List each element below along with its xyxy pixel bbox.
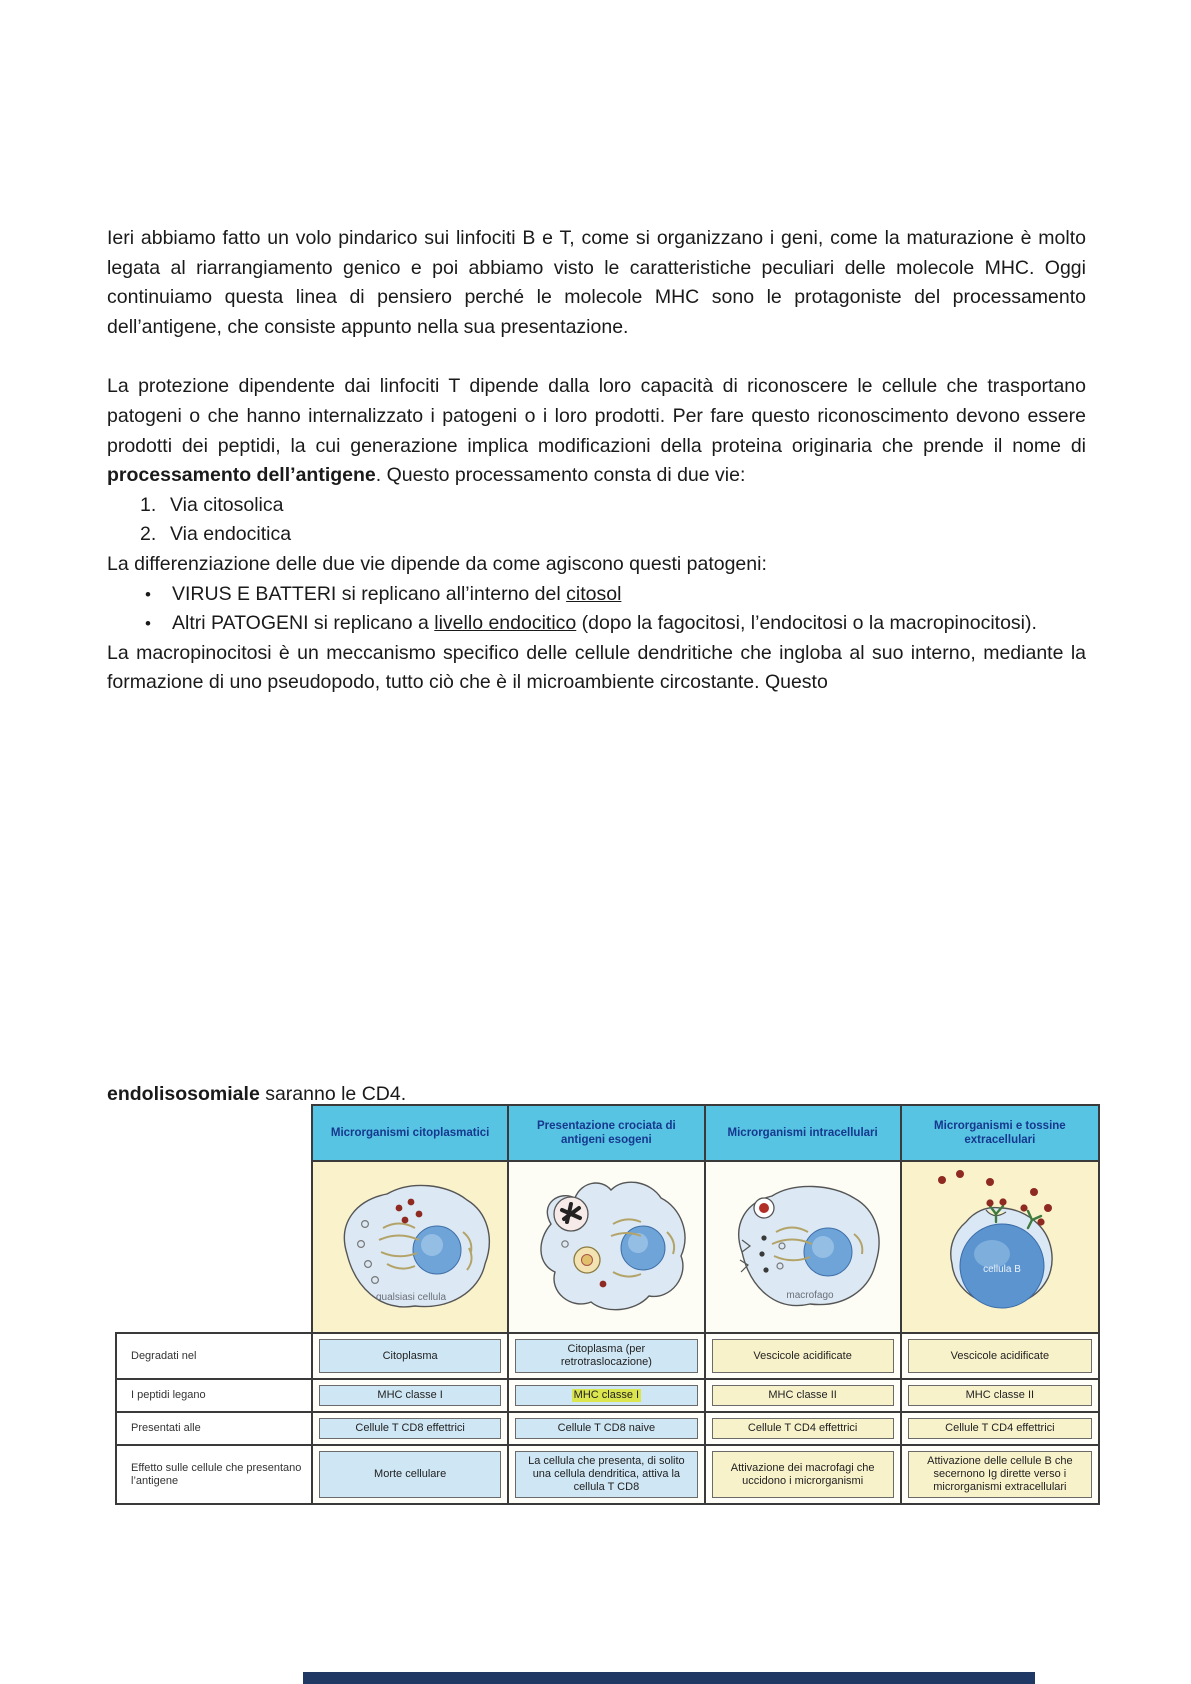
cell-degradati-extracellulari: Vescicole acidificate [908, 1339, 1092, 1373]
bullet-marker-1: • [145, 584, 151, 604]
lecture-text [107, 224, 1086, 698]
table-cell [902, 1413, 1098, 1446]
any-cell-drawing [313, 1162, 509, 1332]
cell-degradati-intracellulari: Vescicole acidificate [712, 1339, 894, 1373]
bullet-patogeni-pre: Altri PATOGENI si replicano a [172, 612, 435, 635]
figure-illustration-row [313, 1160, 1098, 1332]
table-cell [902, 1334, 1098, 1380]
table-cell [902, 1380, 1098, 1413]
bullet-patogeni-text [172, 609, 1086, 639]
table-cell [706, 1334, 902, 1380]
cell-attivazione-cellule-b: Attivazione delle cellule B che secernono Ig dirette verso i microrganismi extracellulari [908, 1451, 1092, 1498]
any-cell-label: qualsiasi cellula [375, 1292, 447, 1303]
cell-mhc-classe-2b: MHC classe II [908, 1385, 1092, 1406]
column-header-extracellulari: Microrganismi e tossine extracellulari [902, 1106, 1098, 1160]
paragraph-protection-post: . Questo processamento consta di due vie: [375, 464, 746, 487]
cell-degradati-citoplasmatici: Citoplasma [319, 1339, 501, 1373]
table-cell [706, 1380, 902, 1413]
cell-cd4-effettrici-b: Cellule T CD4 effettrici [908, 1418, 1092, 1439]
cell-cd4-effettrici: Cellule T CD4 effettrici [712, 1418, 894, 1439]
bullet-item-virus [107, 580, 1086, 610]
bullet-marker-2: • [145, 614, 151, 634]
table-cell [706, 1446, 902, 1503]
paragraph-protection [107, 372, 1086, 490]
paragraph-differenziazione: La differenziazione delle due vie dipende da come agiscono questi patogeni: [107, 552, 767, 575]
cell-attivazione-macrofagi: Attivazione dei macrofagi che uccidono i microrganismi [712, 1451, 894, 1498]
bold-endolisosomiale: endolisosomiale [107, 1082, 260, 1105]
b-cell-label: cellula B [982, 1264, 1021, 1275]
column-header-crociata: Presentazione crociata di antigeni esogeni [509, 1106, 705, 1160]
cell-morte-cellulare: Morte cellulare [319, 1451, 501, 1498]
dendritic-cell-drawing [509, 1162, 705, 1332]
antigen-presentation-figure [115, 1104, 1100, 1505]
cell-attiva-cd8: La cellula che presenta, di solito una cellula dendritica, attiva la cellula T CD8 [515, 1451, 697, 1498]
row-label-presentati: Presentati alle [117, 1413, 313, 1446]
table-cell [509, 1413, 705, 1446]
cell-illustration-any-cell [313, 1160, 509, 1332]
table-cell [706, 1413, 902, 1446]
bullet-patogeni-post: (dopo la fagocitosi, l’endocitosi o la macropinocitosi). [576, 612, 1037, 635]
table-cell [509, 1380, 705, 1413]
cell-cd8-naive: Cellule T CD8 naive [515, 1418, 697, 1439]
column-header-intracellulari: Microrganismi intracellulari [706, 1106, 902, 1160]
paragraph-protection-pre: La protezione dipendente dai linfociti T dipende dalla loro capacità di riconoscere le cellule che trasportano patogeni o che hanno internalizzato i patogeni o i loro prodotti. Per fare questo riconoscimento devono essere prodotti dei peptidi, la cui generazione implica modificazioni della proteina originaria che prende il nome di [107, 375, 1086, 457]
bullet-virus-text [172, 580, 1086, 610]
cell-illustration-dendritic [509, 1160, 705, 1332]
row-label-peptidi: I peptidi legano [117, 1380, 313, 1413]
paragraph-macropinocitosi: La macropinocitosi è un meccanismo specifico delle cellule dendritiche che ingloba al suo interno, mediante la formazione di uno pseudopodo, tutto ciò che è il microambiente circostante. Questo [107, 641, 1086, 694]
figure-data-table [115, 1332, 1100, 1505]
bold-processamento: processamento dell’antigene [107, 464, 376, 487]
cell-mhc-classe-2: MHC classe II [712, 1385, 894, 1406]
cell-mhc-classe-1-highlighted [515, 1385, 697, 1406]
table-cell [509, 1334, 705, 1380]
column-header-citoplasmatici: Microrganismi citoplasmatici [313, 1106, 509, 1160]
bullet-virus-pre: VIRUS E BATTERI si replicano all’interno del [172, 582, 567, 605]
row-label-effetto: Effetto sulle cellule che presentano l’antigene [117, 1446, 313, 1503]
b-cell-drawing [902, 1162, 1098, 1332]
table-cell [313, 1413, 509, 1446]
highlighted-mhc-text: MHC classe I [573, 1389, 640, 1401]
table-cell [313, 1380, 509, 1413]
figure-top-section [311, 1104, 1100, 1332]
cell-illustration-macrophage [706, 1160, 902, 1332]
paragraph-intro [107, 224, 1086, 342]
table-cell [902, 1446, 1098, 1503]
cell-illustration-b-cell [902, 1160, 1098, 1332]
list-number-2: 2. [140, 523, 157, 546]
paragraph-intro-text: Ieri abbiamo fatto un volo pindarico sui linfociti B e T, come si organizzano i geni, come la maturazione è molto legata al riarrangiamento genico e poi abbiamo visto le caratteristiche peculiari delle molecole MHC. Oggi continuiamo questa linea di pensiero perché le molecole MHC sono le protagoniste del processamento dell’antigene, che consiste appunto nella sua presentazione. [107, 227, 1086, 338]
macrophage-drawing [706, 1162, 902, 1332]
bullet-item-patogeni [107, 609, 1086, 639]
next-figure-partial-bar [303, 1672, 1035, 1684]
figure-header-row [313, 1106, 1098, 1160]
numbered-item-1 [107, 491, 1086, 521]
row-label-degradati: Degradati nel [117, 1334, 313, 1380]
table-cell [313, 1334, 509, 1380]
macrophage-label: macrofago [785, 1290, 834, 1301]
cell-cd8-effettrici: Cellule T CD8 effettrici [319, 1418, 501, 1439]
table-cell [313, 1446, 509, 1503]
list-number-1: 1. [140, 493, 157, 516]
list-item-via-endocitica: Via endocitica [170, 523, 292, 546]
numbered-item-2 [107, 520, 1086, 550]
underline-livello-endocitico: livello endocitico [434, 612, 577, 635]
endolisosomiale-rest: saranno le CD4. [259, 1082, 407, 1105]
underline-citosol: citosol [566, 582, 622, 605]
table-cell [509, 1446, 705, 1503]
cell-mhc-classe-1: MHC classe I [319, 1385, 501, 1406]
cell-degradati-crociata: Citoplasma (per retrotraslocazione) [515, 1339, 697, 1373]
paragraph-gap [107, 342, 1086, 372]
list-item-via-citosolica: Via citosolica [170, 493, 284, 516]
